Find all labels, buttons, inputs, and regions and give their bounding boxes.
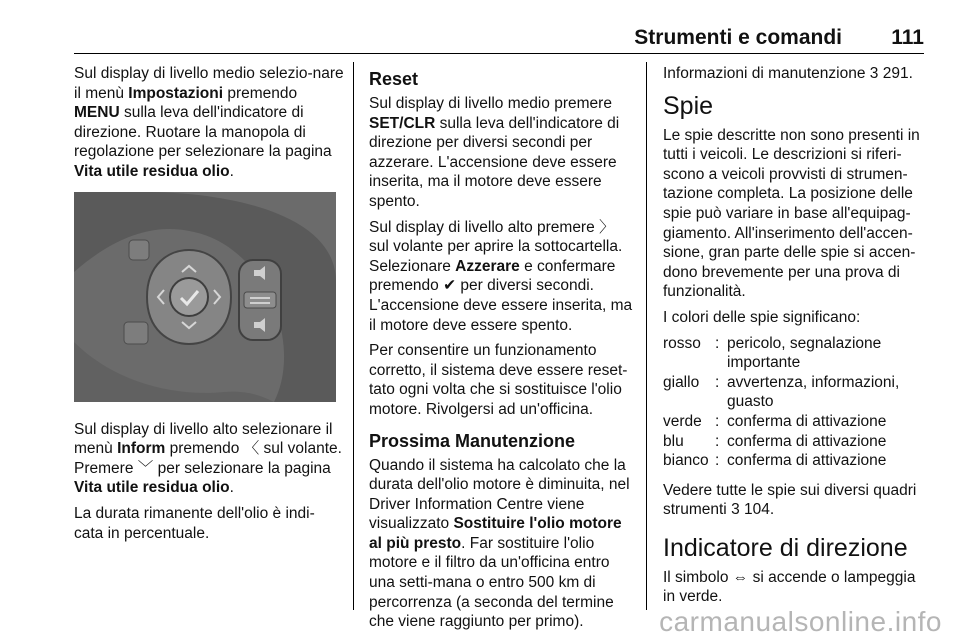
color-meaning-table [663,334,928,471]
color-name: verde [663,412,702,430]
paragraph: Il simbolo ⇔ si accende o lampeggia in verde. [663,568,916,606]
paragraph: La durata rimanente dell'olio è indi-cata in percentuale. [74,504,315,542]
watermark: carmanualsonline.info [659,606,942,637]
paragraph: Sul display di livello medio selezio-nare il menù Impostazioni premendo MENU sulla leva dell'indicatore di direzione. Ruotare la manopola di regolazione per selezionare la pagina Vita utile residua olio. [74,65,344,180]
steering-wheel-controls-illustration [74,192,336,402]
page-reference-icon: 3 [869,65,879,82]
table-row [663,432,928,452]
paragraph: Per consentire un funzionamento corretto, il sistema deve essere reset-tato ogni volta che si sostituisce l'olio motore. Rivolgersi ad un'officina. [369,342,628,418]
paragraph: Le spie descritte non sono presenti in tutti i veicoli. Le descrizioni si riferi-scono a veicoli provvisti di strumen-tazione completa. La posizione delle spie può variare in base all'equipag-giamento. All'inserimento dell'accen-sione, gran parte delle spie si accen-dono brevemente per una prova di funzionalità. [663,126,920,301]
color-meaning: conferma di attivazione [727,452,887,470]
heading-spie: Spie [663,91,714,120]
table-row [663,412,928,432]
chevron-down-icon: ﹀ [137,459,154,477]
separator: : [715,373,720,391]
column-right [663,64,928,613]
paragraph: Sul display di livello alto premere 〉 sul volante per aprire la sottocartella. Selezionare Azzerare e confermare premendo ✔ per diversi secondi. L'accensione deve essere inserita, ma il motore deve essere spento. [369,218,633,334]
separator: : [715,432,720,450]
paragraph: Sul display di livello medio premere SET/CLR sulla leva dell'indicatore di direzione per diversi secondi per azzerare. L'accensione deve essere inserita, ma il motore deve essere spento. [369,95,620,210]
separator: : [715,452,720,470]
color-name: blu [663,432,684,450]
heading-next-service: Prossima Manutenzione [369,430,576,451]
paragraph: Vedere tutte le spie sui diversi quadri strumenti 3 104. [663,481,917,519]
page-reference-icon: 3 [731,501,740,519]
section-title: Strumenti e comandi [634,26,842,49]
header-rule [74,53,924,54]
chevron-left-icon: 〈 [243,440,260,458]
table-row [663,373,928,412]
heading-turn-indicator: Indicatore di direzione [663,533,908,562]
column-divider [646,62,647,610]
separator: : [715,412,720,430]
paragraph: Quando il sistema ha calcolato che la durata dell'olio motore è diminuita, nel Driver Information Centre viene visualizzato Sostituire l'olio motore al più presto. Far sostituire l'olio motore e il filtro da un'officina entro una setti-mana o entro 500 km di percorrenza (a seconda del termine che viene raggiunto per primo). [369,456,630,631]
turn-signal-arrows-icon: ⇔ [732,568,749,586]
color-name: bianco [663,452,709,470]
paragraph: Informazioni di manutenzione 3 291. [663,65,913,82]
color-meaning: conferma di attivazione [727,412,887,430]
color-meaning: avvertenza, informazioni, guasto [727,373,900,411]
heading-reset: Reset [369,69,419,89]
column-middle [369,64,633,638]
table-row [663,334,928,373]
chevron-right-icon: 〉 [599,218,615,236]
separator: : [715,334,720,352]
page-number: 111 [891,26,924,49]
color-meaning: pericolo, segnalazione importante [727,334,882,372]
paragraph: Sul display di livello alto selezionare il menù Inform premendo 〈 sul volante. Premere ﹀ per selezionare la pagina Vita utile residua olio. [74,420,342,497]
color-name: rosso [663,334,701,352]
table-row [663,451,928,471]
page-header [0,0,960,56]
column-divider [353,62,354,610]
column-left [74,64,344,549]
checkmark-icon: ✔ [443,277,457,295]
color-name: giallo [663,373,700,391]
paragraph: I colori delle spie significano: [663,308,861,326]
color-meaning: conferma di attivazione [727,432,887,450]
